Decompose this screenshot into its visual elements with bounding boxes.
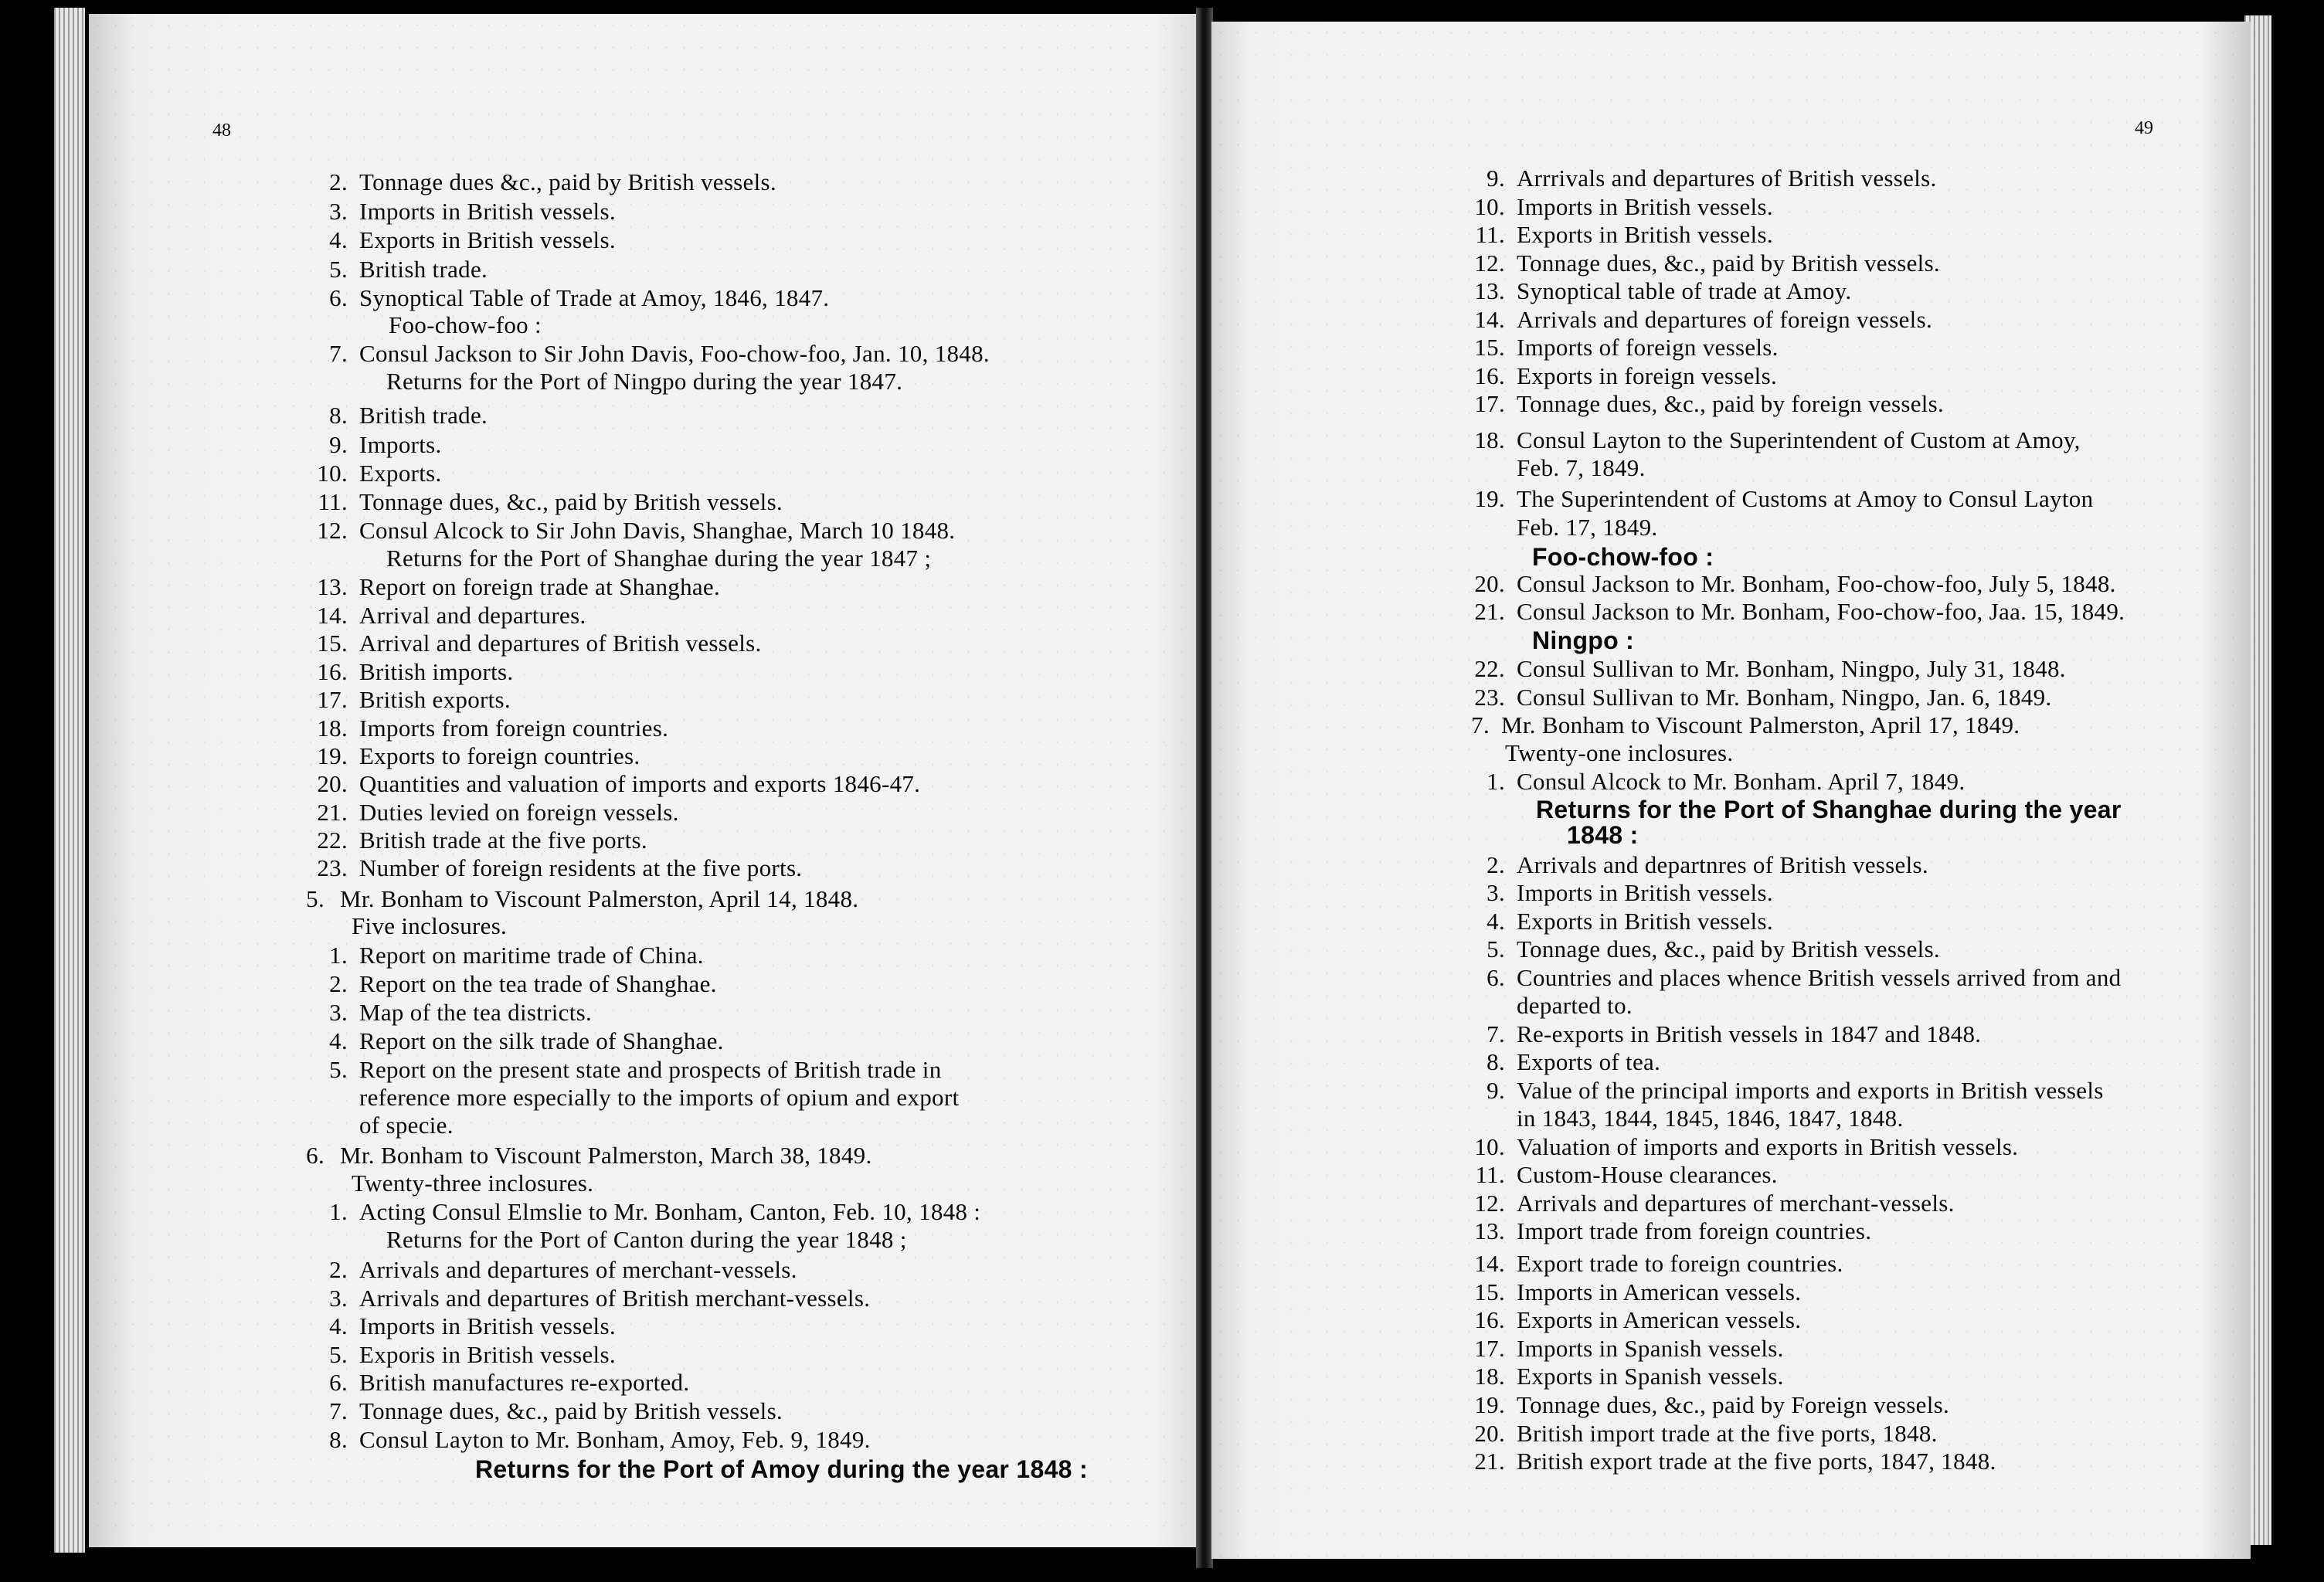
list-item-text: British trade.	[359, 256, 488, 283]
list-item-number: 14.	[1474, 1250, 1505, 1277]
list-item-text: British exports.	[359, 686, 511, 713]
list-item-text: Consul Jackson to Mr. Bonham, Foo-chow-foo, July 5, 1848.	[1517, 570, 2116, 597]
list-item-number: 5.	[1486, 935, 1505, 962]
continuation-line: departed to.	[1517, 992, 1633, 1019]
list-item-number: 5.	[329, 1056, 348, 1083]
list-item-number: 6.	[329, 284, 348, 311]
section-heading: 1848 :	[1567, 821, 1639, 849]
list-item-number: 21.	[317, 799, 348, 826]
list-item-number: 12.	[317, 517, 348, 544]
list-item-number: 17.	[1474, 390, 1505, 417]
list-item-text: Re-exports in British vessels in 1847 and 1848.	[1517, 1020, 1982, 1047]
list-item-number: 15.	[317, 630, 348, 657]
list-item-text: Value of the principal imports and exports in British vessels	[1517, 1077, 2104, 1104]
continuation-line: Returns for the Port of Ningpo during the year 1847.	[386, 368, 903, 395]
list-item-text: Imports in Spanish vessels.	[1517, 1335, 1784, 1362]
list-item-number: 5.	[329, 1341, 348, 1368]
continuation-line: Twenty-one inclosures.	[1505, 739, 1734, 766]
list-item-number: 18.	[317, 715, 348, 742]
list-item-text: Mr. Bonham to Viscount Palmerston, April 14, 1848.	[340, 885, 859, 912]
list-item-number: 2.	[329, 168, 348, 195]
right-page	[1211, 22, 2251, 1559]
list-item-number: 6.	[1486, 964, 1505, 991]
list-item-text: Arrival and departures of British vessels.	[359, 630, 762, 657]
list-item-number: 14.	[317, 602, 348, 629]
list-item-text: Exporis in British vessels.	[359, 1341, 616, 1368]
list-item-text: Exports in British vessels.	[359, 226, 616, 253]
list-item-text: Exports in American vessels.	[1517, 1306, 1802, 1333]
list-item-number: 19.	[1474, 485, 1505, 512]
list-item-number: 10.	[1474, 1133, 1505, 1160]
list-item-number: 20.	[317, 770, 348, 797]
list-item-text: Exports in Spanish vessels.	[1517, 1363, 1784, 1390]
list-item-text: Arrivals and departures of merchant-vessels.	[359, 1256, 797, 1283]
list-item-number: 4.	[329, 1312, 348, 1339]
section-heading: Foo-chow-foo :	[1532, 543, 1714, 571]
list-item-text: Number of foreign residents at the five ports.	[359, 854, 803, 881]
list-item-text: Imports in American vessels.	[1517, 1278, 1802, 1305]
list-item-number: 9.	[329, 431, 348, 458]
list-item-text: Tonnage dues, &c., paid by British vessels.	[1517, 250, 1940, 277]
list-item-text: Arrival and departures.	[359, 602, 586, 629]
list-item-text: British manufactures re-exported.	[359, 1369, 690, 1396]
list-item-text: Arrivals and departures of merchant-vessels.	[1517, 1190, 1955, 1217]
list-item-text: Consul Layton to Mr. Bonham, Amoy, Feb. 9, 1849.	[359, 1426, 871, 1453]
list-item-text: Export trade to foreign countries.	[1517, 1250, 1843, 1277]
list-item-number: 22.	[1474, 655, 1505, 682]
left-page	[89, 14, 1198, 1547]
list-item-number: 11.	[318, 488, 348, 515]
list-item-number: 20.	[1474, 570, 1505, 597]
list-item-number: 17.	[1474, 1335, 1505, 1362]
list-item-number: 1.	[329, 942, 348, 969]
list-item-number: 13.	[1474, 277, 1505, 304]
list-item-text: Consul Alcock to Mr. Bonham. April 7, 1849.	[1517, 768, 1966, 795]
list-item-text: British imports.	[359, 658, 514, 685]
list-item-text: Exports of tea.	[1517, 1048, 1661, 1075]
right-page-number: 49	[2135, 118, 2153, 138]
continuation-line: Feb. 7, 1849.	[1517, 454, 1646, 481]
list-item-text: Consul Jackson to Sir John Davis, Foo-chow-foo, Jan. 10, 1848.	[359, 340, 990, 367]
list-item-number: 19.	[1474, 1391, 1505, 1418]
list-item-text: Report on maritime trade of China.	[359, 942, 704, 969]
list-item-number: 17.	[317, 686, 348, 713]
list-item-number: 16.	[317, 658, 348, 685]
list-item-text: Arrrivals and departures of British vessels.	[1517, 165, 1937, 192]
list-item-text: British trade.	[359, 402, 488, 429]
list-item-number: 9.	[1486, 165, 1505, 192]
list-item-number: 1.	[1486, 768, 1505, 795]
continuation-line: Returns for the Port of Canton during the year 1848 ;	[386, 1226, 907, 1253]
list-item-text: Imports in British vessels.	[359, 1312, 616, 1339]
list-item-number: 3.	[329, 999, 348, 1026]
list-item-text: Duties levied on foreign vessels.	[359, 799, 679, 826]
list-item-text: Import trade from foreign countries.	[1517, 1217, 1872, 1244]
list-item-number: 6.	[329, 1369, 348, 1396]
list-item-number: 4.	[329, 226, 348, 253]
list-item-text: Imports of foreign vessels.	[1517, 334, 1779, 361]
list-item-text: Quantities and valuation of imports and exports 1846-47.	[359, 770, 921, 797]
list-item-text: Arrivals and departures of foreign vessels.	[1517, 306, 1933, 333]
list-item-number: 22.	[317, 827, 348, 854]
section-heading: Returns for the Port of Amoy during the year 1848 :	[475, 1455, 1088, 1483]
list-item-number: 8.	[329, 1426, 348, 1453]
list-item-text: Imports from foreign countries.	[359, 715, 669, 742]
list-item-text: Exports to foreign countries.	[359, 742, 640, 769]
list-item-number: 21.	[1474, 1448, 1505, 1475]
list-item-number: 3.	[329, 1285, 348, 1312]
list-item-text: Map of the tea districts.	[359, 999, 593, 1026]
list-item-number: 4.	[1486, 908, 1505, 935]
list-item-text: British trade at the five ports.	[359, 827, 647, 854]
list-item-text: Report on the present state and prospects of British trade in	[359, 1056, 942, 1083]
list-item-text: Exports in British vessels.	[1517, 221, 1773, 248]
list-item-number: 1.	[329, 1198, 348, 1225]
list-item-text: Imports in British vessels.	[1517, 879, 1773, 906]
list-item-text: Consul Sullivan to Mr. Bonham, Ningpo, July 31, 1848.	[1517, 655, 2066, 682]
list-item-text: Imports in British vessels.	[1517, 193, 1773, 220]
book-gutter	[1196, 8, 1213, 1568]
left-page-number: 48	[212, 121, 231, 141]
list-item-text: Imports.	[359, 431, 442, 458]
continuation-line: Foo-chow-foo :	[389, 311, 542, 338]
list-item-number: 10.	[317, 460, 348, 487]
list-item-text: Synoptical table of trade at Amoy.	[1517, 277, 1852, 304]
list-item-text: Consul Sullivan to Mr. Bonham, Ningpo, Jan. 6, 1849.	[1517, 684, 2052, 711]
list-item-text: Consul Jackson to Mr. Bonham, Foo-chow-foo, Jaa. 15, 1849.	[1517, 598, 2125, 625]
list-item-number: 8.	[1486, 1048, 1505, 1075]
list-item-text: Mr. Bonham to Viscount Palmerston, March 38, 1849.	[340, 1142, 872, 1169]
list-item-number: 2.	[329, 1256, 348, 1283]
list-item-number: 18.	[1474, 426, 1505, 453]
list-item-number: 12.	[1474, 1190, 1505, 1217]
list-item-text: Custom-House clearances.	[1517, 1161, 1778, 1188]
list-item-text: Consul Layton to the Superintendent of Custom at Amoy,	[1517, 426, 2081, 453]
list-item-text: Report on the silk trade of Shanghae.	[359, 1027, 724, 1054]
list-item-text: Exports in British vessels.	[1517, 908, 1773, 935]
list-item-number: 10.	[1474, 193, 1505, 220]
list-item-number: 18.	[1474, 1363, 1505, 1390]
list-item-number: 7.	[1471, 711, 1490, 738]
list-item-text: Exports.	[359, 460, 442, 487]
continuation-line: Twenty-three inclosures.	[352, 1170, 594, 1197]
list-item-number: 23.	[317, 854, 348, 881]
list-item-number: 3.	[329, 198, 348, 225]
list-item-text: Tonnage dues, &c., paid by Foreign vessels.	[1517, 1391, 1950, 1418]
list-item-number: 9.	[1486, 1077, 1505, 1104]
list-item-text: Report on the tea trade of Shanghae.	[359, 970, 717, 997]
list-item-number: 2.	[329, 970, 348, 997]
list-item-number: 16.	[1474, 1306, 1505, 1333]
list-item-text: Acting Consul Elmslie to Mr. Bonham, Canton, Feb. 10, 1848 :	[359, 1198, 981, 1225]
list-item-number: 20.	[1474, 1420, 1505, 1447]
list-item-number: 3.	[1486, 879, 1505, 906]
list-item-text: Tonnage dues, &c., paid by British vessels.	[359, 488, 783, 515]
list-item-number: 7.	[329, 1397, 348, 1424]
list-item-text: British import trade at the five ports, 1848.	[1517, 1420, 1938, 1447]
list-item-number: 7.	[329, 340, 348, 367]
list-item-number: 13.	[1474, 1217, 1505, 1244]
list-item-number: 2.	[1486, 851, 1505, 878]
list-item-number: 14.	[1474, 306, 1505, 333]
list-item-text: British export trade at the five ports, 1847, 1848.	[1517, 1448, 1996, 1475]
list-item-text: Mr. Bonham to Viscount Palmerston, April 17, 1849.	[1501, 711, 2020, 738]
list-item-number: 4.	[329, 1027, 348, 1054]
list-item-text: Exports in foreign vessels.	[1517, 362, 1777, 389]
left-page-edges	[54, 8, 85, 1553]
list-item-number: 8.	[329, 402, 348, 429]
list-item-text: Countries and places whence British vessels arrived from and	[1517, 964, 2122, 991]
continuation-line: in 1843, 1844, 1845, 1846, 1847, 1848.	[1517, 1105, 1904, 1132]
list-item-text: Synoptical Table of Trade at Amoy, 1846, 1847.	[359, 284, 830, 311]
list-item-text: Arrivals and departures of British merchant-vessels.	[359, 1285, 871, 1312]
list-item-number: 6.	[306, 1142, 324, 1169]
list-item-text: Tonnage dues, &c., paid by foreign vessels.	[1517, 390, 1945, 417]
list-item-text: Tonnage dues, &c., paid by British vessels.	[359, 1397, 783, 1424]
list-item-text: Valuation of imports and exports in British vessels.	[1517, 1133, 2019, 1160]
continuation-line: Returns for the Port of Shanghae during the year 1847 ;	[386, 545, 932, 572]
list-item-number: 5.	[329, 256, 348, 283]
continuation-line: of specie.	[359, 1112, 454, 1139]
list-item-number: 11.	[1475, 221, 1505, 248]
list-item-number: 15.	[1474, 334, 1505, 361]
list-item-number: 11.	[1475, 1161, 1505, 1188]
list-item-text: Tonnage dues, &c., paid by British vessels.	[1517, 935, 1940, 962]
list-item-number: 7.	[1486, 1020, 1505, 1047]
list-item-number: 23.	[1474, 684, 1505, 711]
list-item-number: 16.	[1474, 362, 1505, 389]
list-item-number: 5.	[306, 885, 324, 912]
list-item-number: 13.	[317, 573, 348, 600]
list-item-number: 19.	[317, 742, 348, 769]
list-item-number: 12.	[1474, 250, 1505, 277]
list-item-number: 15.	[1474, 1278, 1505, 1305]
list-item-number: 21.	[1474, 598, 1505, 625]
list-item-text: Imports in British vessels.	[359, 198, 616, 225]
section-heading: Returns for the Port of Shanghae during the year	[1536, 796, 2122, 823]
list-item-text: Arrivals and departnres of British vessels.	[1517, 851, 1928, 878]
list-item-text: Consul Alcock to Sir John Davis, Shanghae, March 10 1848.	[359, 517, 956, 544]
list-item-text: Report on foreign trade at Shanghae.	[359, 573, 721, 600]
list-item-text: Tonnage dues &c., paid by British vessels.	[359, 168, 776, 195]
section-heading: Ningpo :	[1532, 626, 1635, 654]
continuation-line: Five inclosures.	[352, 912, 508, 939]
continuation-line: reference more especially to the imports of opium and export	[359, 1084, 960, 1111]
continuation-line: Feb. 17, 1849.	[1517, 514, 1658, 541]
list-item-text: The Superintendent of Customs at Amoy to Consul Layton	[1517, 485, 2094, 512]
